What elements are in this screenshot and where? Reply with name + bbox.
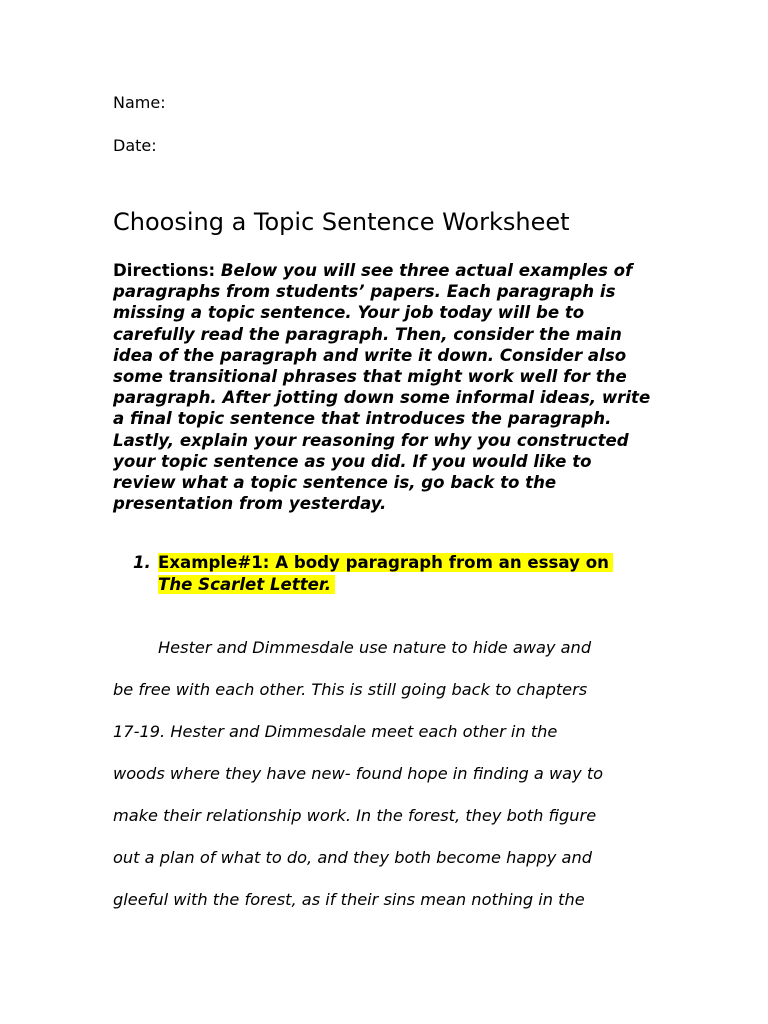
example-1-heading-line-2 [158, 574, 673, 596]
example-1-heading-text-1: Example#1: A body paragraph from an essay on [158, 553, 613, 572]
paragraph-line: make their relationship work. In the forest, they both figure [113, 806, 597, 825]
paragraph-line: 17-19. Hester and Dimmesdale meet each other in the [113, 722, 558, 741]
example-1-number: 1. [133, 553, 151, 572]
example-1-heading-text-2: The Scarlet Letter. [158, 575, 335, 594]
directions-paragraph [113, 260, 658, 514]
worksheet-title: Choosing a Topic Sentence Worksheet [113, 208, 570, 236]
directions-label: Directions: [113, 261, 216, 280]
paragraph-line: be free with each other. This is still going back to chapters [113, 680, 588, 699]
example-1-paragraph [113, 636, 643, 930]
directions-text: Below you will see three actual examples of paragraphs from students’ papers. Each paragraph is missing a topic sentence. Your job today will be to carefully read the paragraph. Then, consider the main idea of the paragraph and write it down. Consider also some transitional phrases that might work well for the paragraph. After jotting down some informal ideas, write a final topic sentence that introduces the paragraph. Lastly, explain your reasoning for why you constructed your topic sentence as you did. If you would like to review what a topic sentence is, go back to the presentation from yesterday. [113, 261, 651, 514]
example-1-heading [113, 552, 673, 595]
example-1-heading-line-1 [158, 552, 673, 574]
paragraph-line: Hester and Dimmesdale use nature to hide away and [158, 638, 592, 657]
paragraph-line: out a plan of what to do, and they both become happy and [113, 848, 592, 867]
paragraph-line: gleeful with the forest, as if their sins mean nothing in the [113, 890, 585, 909]
paragraph-line: woods where they have new- found hope in finding a way to [113, 764, 604, 783]
date-field-label: Date: [113, 136, 157, 155]
name-field-label: Name: [113, 93, 166, 112]
